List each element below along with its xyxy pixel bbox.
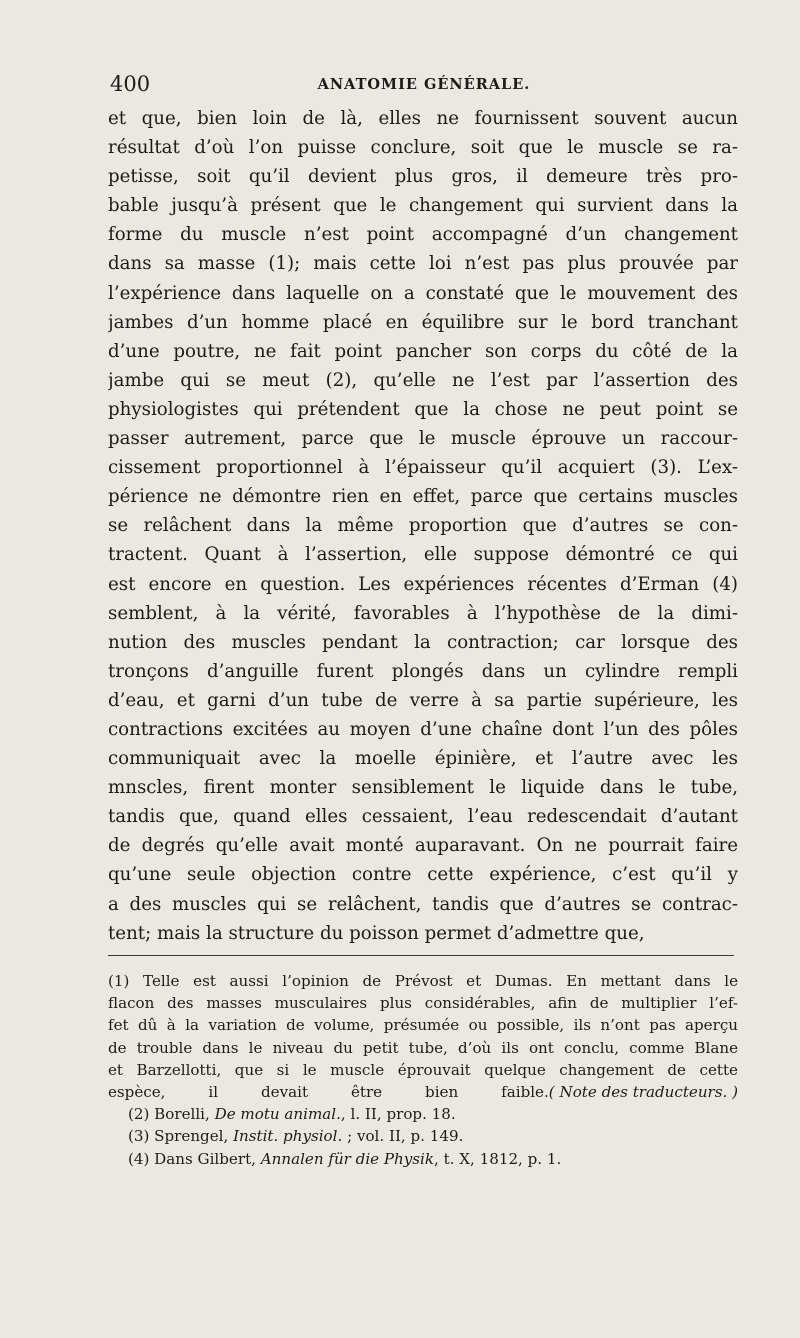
text-line: mnscles, firent monter sensiblement le liquide dans le tube,: [108, 777, 738, 799]
text-line: périence ne démontre rien en effet, parce que certains muscles: [108, 486, 738, 508]
text-line: physiologistes qui prétendent que la chose ne peut point se: [108, 398, 738, 420]
footnote-4-title: Annalen für die Physik: [260, 1149, 435, 1168]
text-line: est encore en question. Les expériences récentes d’Erman (4): [108, 573, 738, 595]
text-line: résultat d’où l’on puisse conclure, soit que le muscle se ra-: [108, 137, 738, 159]
text-line: se relâchent dans la même proportion que d’autres se con-: [108, 515, 738, 537]
text-line: semblent, à la vérité, favorables à l’hypothèse de la dimi-: [108, 602, 738, 624]
footnote-2-suffix: , l. II, prop. 18.: [340, 1105, 456, 1124]
text-line: tractent. Quant à l’assertion, elle suppose démontré ce qui: [108, 544, 738, 566]
text-line: d’eau, et garni d’un tube de verre à sa partie supérieure, les: [108, 689, 738, 711]
text-line: a des muscles qui se relâchent, tandis que d’autres se contrac-: [108, 893, 738, 915]
footnote-1-line: flacon des masses musculaires plus considérables, afin de multiplier l’ef-: [108, 994, 738, 1013]
text-line: passer autrement, parce que le muscle éprouve un raccour-: [108, 428, 738, 450]
footnote-1-line: et Barzellotti, que si le muscle éprouvait quelque changement de cette: [108, 1060, 738, 1079]
main-text: [108, 104, 738, 948]
text-line: contractions excitées au moyen d’une chaîne dont l’un des pôles: [108, 718, 738, 740]
footnote-3: [108, 1125, 738, 1147]
text-line: nution des muscles pendant la contraction; car lorsque des: [108, 631, 738, 653]
page-header: [110, 68, 738, 102]
text-line: forme du muscle n’est point accompagné d’un changement: [108, 224, 738, 246]
text-line: tandis que, quand elles cessaient, l’eau redescendait d’autant: [108, 806, 738, 828]
footnote-3-suffix: ; vol. II, p. 149.: [342, 1127, 464, 1146]
text-line: dans sa masse (1); mais cette loi n’est pas plus prouvée par: [108, 253, 738, 275]
text-line: l’expérience dans laquelle on a constaté que le mouvement des: [108, 282, 738, 304]
running-title: ANATOMIE GÉNÉRALE.: [317, 76, 531, 93]
text-line: tronçons d’anguille furent plongés dans un cylindre rempli: [108, 660, 738, 682]
page-number: 400: [110, 72, 151, 96]
footnote-1-line: de trouble dans le niveau du petit tube, d’où ils ont conclu, comme Blane: [108, 1038, 738, 1057]
text-line: qu’une seule objection contre cette expérience, c’est qu’il y: [108, 864, 738, 886]
translators-note: ( Note des traducteurs. ): [548, 1083, 738, 1102]
footnote-1-text: espèce, il devait être bien faible.: [108, 1083, 549, 1102]
footnote-3-prefix: (3) Sprengel,: [128, 1127, 234, 1146]
footnote-separator: [108, 955, 734, 956]
text-line: petisse, soit qu’il devient plus gros, il demeure très pro-: [108, 166, 738, 188]
text-line: tent; mais la structure du poisson permet d’admettre que,: [108, 922, 645, 944]
footnote-4-suffix: , t. X, 1812, p. 1.: [434, 1149, 562, 1168]
text-line: communiquait avec la moelle épinière, et l’autre avec les: [108, 748, 738, 770]
text-line: et que, bien loin de là, elles ne fournissent souvent aucun: [108, 108, 738, 129]
text-line: cissement proportionnel à l’épaisseur qu’il acquiert (3). L’ex-: [108, 457, 738, 479]
footnote-3-title: Instit. physiol.: [233, 1127, 343, 1146]
footnote-1-line: fet dû à la variation de volume, présumée ou possible, ils n’ont pas aperçu: [108, 1016, 738, 1035]
text-line: d’une poutre, ne fait point pancher son corps du côté de la: [108, 340, 738, 362]
text-line: de degrés qu’elle avait monté auparavant. On ne pourrait faire: [108, 835, 738, 857]
footnote-4-prefix: (4) Dans Gilbert,: [128, 1149, 261, 1168]
text-line: bable jusqu’à présent que le changement qui survient dans la: [108, 195, 738, 217]
footnote-1-last-line: [108, 1081, 738, 1103]
footnote-1-line: (1) Telle est aussi l’opinion de Prévost et Dumas. En mettant dans le: [108, 972, 738, 990]
text-line: jambes d’un homme placé en équilibre sur le bord tranchant: [108, 311, 738, 333]
footnotes: [108, 970, 738, 1170]
text-line: jambe qui se meut (2), qu’elle ne l’est par l’assertion des: [108, 369, 738, 391]
footnote-2: [108, 1103, 738, 1125]
footnote-2-prefix: (2) Borelli,: [128, 1105, 215, 1124]
footnote-4: [108, 1148, 738, 1170]
footnote-2-title: De motu animal.: [214, 1105, 341, 1124]
